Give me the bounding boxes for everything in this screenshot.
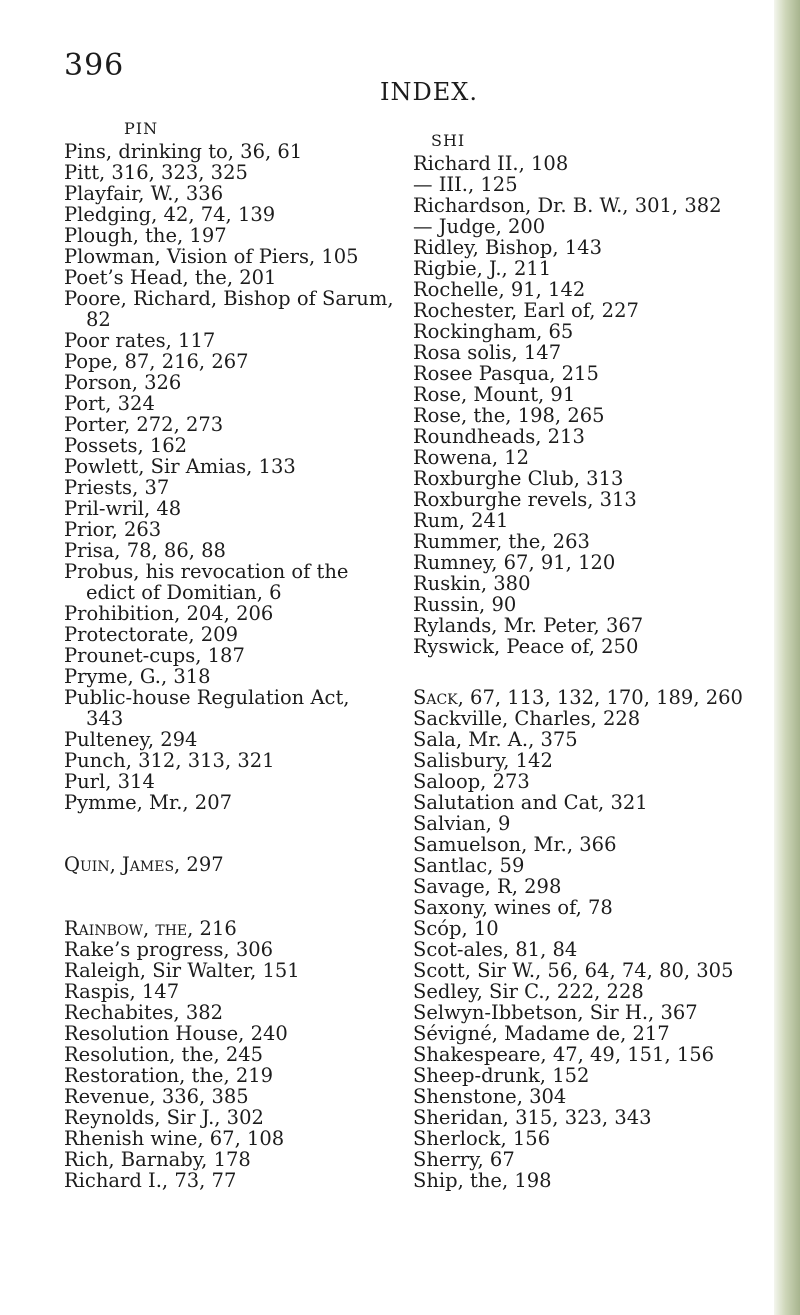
index-entry: Roxburghe revels, 313 [413, 488, 637, 511]
index-entry [64, 288, 394, 330]
index-entry: Savage, R, 298 [413, 875, 562, 898]
right-catchword: SHI [431, 131, 466, 150]
index-entry-section-r: Rainbow, the, 216 [64, 917, 237, 940]
index-entry: Punch, 312, 313, 321 [64, 749, 275, 772]
index-entry: Revenue, 336, 385 [64, 1085, 249, 1108]
index-entry: Sackville, Charles, 228 [413, 707, 641, 730]
index-entry: Shenstone, 304 [413, 1085, 567, 1108]
index-entry: Salisbury, 142 [413, 749, 553, 772]
index-entry: Rich, Barnaby, 178 [64, 1148, 251, 1171]
index-entry: Resolution House, 240 [64, 1022, 288, 1045]
index-entry: Ruskin, 380 [413, 572, 531, 595]
index-entry: Ship, the, 198 [413, 1169, 552, 1192]
index-entry: Prisa, 78, 86, 88 [64, 539, 226, 562]
index-entry: Port, 324 [64, 392, 155, 415]
index-entry-section-s [413, 687, 743, 708]
index-entry: — III., 125 [413, 173, 518, 196]
index-entry: Purl, 314 [64, 770, 155, 793]
index-entry: Rose, Mount, 91 [413, 383, 576, 406]
index-entry: Pins, drinking to, 36, 61 [64, 140, 303, 163]
index-entry: Rowena, 12 [413, 446, 530, 469]
index-entry: Pril-wril, 48 [64, 497, 182, 520]
index-entry: Roundheads, 213 [413, 425, 585, 448]
index-entry: Prior, 263 [64, 518, 162, 541]
index-entry: Saxony, wines of, 78 [413, 896, 613, 919]
index-entry: Rhenish wine, 67, 108 [64, 1127, 285, 1150]
index-entry-text: Poore, Richard, Bishop of Sarum, [64, 287, 394, 310]
index-entry: Pymme, Mr., 207 [64, 791, 233, 814]
index-entry: Richard I., 73, 77 [64, 1169, 237, 1192]
index-entry: Rochester, Earl of, 227 [413, 299, 639, 322]
index-entry: Santlac, 59 [413, 854, 525, 877]
page-edge-shadow [774, 0, 800, 1315]
index-entry: Priests, 37 [64, 476, 170, 499]
index-entry: Prohibition, 204, 206 [64, 602, 274, 625]
index-entry: Rechabites, 382 [64, 1001, 224, 1024]
index-entry: Prounet-cups, 187 [64, 644, 245, 667]
index-entry-section-q: Quin, James, 297 [64, 853, 224, 876]
running-head: INDEX. [380, 78, 478, 106]
index-entry: Playfair, W., 336 [64, 182, 224, 205]
page-number: 396 [64, 48, 125, 83]
left-catchword: PIN [124, 119, 159, 138]
index-entry: Rockingham, 65 [413, 320, 574, 343]
index-entry: Resolution, the, 245 [64, 1043, 264, 1066]
index-entry: Possets, 162 [64, 434, 188, 457]
index-entry: — Judge, 200 [413, 215, 546, 238]
index-entry-text: Probus, his revocation of the [64, 560, 349, 583]
index-entry: Salvian, 9 [413, 812, 511, 835]
index-entry: Selwyn-Ibbetson, Sir H., 367 [413, 1001, 698, 1024]
index-entry: Raspis, 147 [64, 980, 180, 1003]
index-entry-text: Public-house Regulation Act, [64, 686, 350, 709]
index-entry: Rake’s progress, 306 [64, 938, 274, 961]
index-entry: Roxburghe Club, 313 [413, 467, 624, 490]
index-entry: Plough, the, 197 [64, 224, 227, 247]
index-entry: Pryme, G., 318 [64, 665, 211, 688]
index-entry: Restoration, the, 219 [64, 1064, 274, 1087]
index-entry: Rosa solis, 147 [413, 341, 562, 364]
index-entry: Protectorate, 209 [64, 623, 238, 646]
index-entry: Scott, Sir W., 56, 64, 74, 80, 305 [413, 959, 734, 982]
index-entry: Sheep-drunk, 152 [413, 1064, 590, 1087]
index-entry: Richard II., 108 [413, 152, 569, 175]
index-entry: Rochelle, 91, 142 [413, 278, 586, 301]
index-entry: Saloop, 273 [413, 770, 530, 793]
index-entry: Sherlock, 156 [413, 1127, 551, 1150]
index-entry: Sévigné, Madame de, 217 [413, 1022, 670, 1045]
index-entry: Poor rates, 117 [64, 329, 216, 352]
index-entry-text: Sack, 67, 113, 132, 170, 189, 260 [413, 686, 743, 709]
index-entry-continuation: 82 [86, 308, 111, 331]
index-entry: Pulteney, 294 [64, 728, 198, 751]
index-entry: Shakespeare, 47, 49, 151, 156 [413, 1043, 715, 1066]
index-entry: Ridley, Bishop, 143 [413, 236, 602, 259]
index-entry: Russin, 90 [413, 593, 517, 616]
index-entry-continuation: edict of Domitian, 6 [86, 581, 282, 604]
index-entry: Salutation and Cat, 321 [413, 791, 648, 814]
index-entry-continuation: 343 [86, 707, 124, 730]
index-entry: Powlett, Sir Amias, 133 [64, 455, 296, 478]
index-entry: Rummer, the, 263 [413, 530, 590, 553]
index-entry: Rum, 241 [413, 509, 509, 532]
index-entry: Poet’s Head, the, 201 [64, 266, 277, 289]
index-entry: Ryswick, Peace of, 250 [413, 635, 639, 658]
index-entry: Samuelson, Mr., 366 [413, 833, 617, 856]
index-entry: Sala, Mr. A., 375 [413, 728, 578, 751]
index-entry [64, 687, 349, 729]
index-entry: Porson, 326 [64, 371, 182, 394]
index-entry: Rigbie, J., 211 [413, 257, 552, 280]
index-entry: Rumney, 67, 91, 120 [413, 551, 616, 574]
index-entry: Scot-ales, 81, 84 [413, 938, 578, 961]
index-entry: Sherry, 67 [413, 1148, 515, 1171]
index-entry: Pitt, 316, 323, 325 [64, 161, 248, 184]
index-entry [64, 561, 348, 603]
index-entry: Scóp, 10 [413, 917, 499, 940]
index-entry: Rose, the, 198, 265 [413, 404, 605, 427]
index-entry: Sedley, Sir C., 222, 228 [413, 980, 644, 1003]
index-entry: Rosee Pasqua, 215 [413, 362, 599, 385]
index-entry: Richardson, Dr. B. W., 301, 382 [413, 194, 722, 217]
index-entry: Rylands, Mr. Peter, 367 [413, 614, 644, 637]
index-entry: Reynolds, Sir J., 302 [64, 1106, 264, 1129]
index-entry: Pope, 87, 216, 267 [64, 350, 249, 373]
index-entry: Raleigh, Sir Walter, 151 [64, 959, 300, 982]
index-entry: Pledging, 42, 74, 139 [64, 203, 276, 226]
index-entry: Plowman, Vision of Piers, 105 [64, 245, 359, 268]
index-entry: Sheridan, 315, 323, 343 [413, 1106, 652, 1129]
index-entry: Porter, 272, 273 [64, 413, 224, 436]
